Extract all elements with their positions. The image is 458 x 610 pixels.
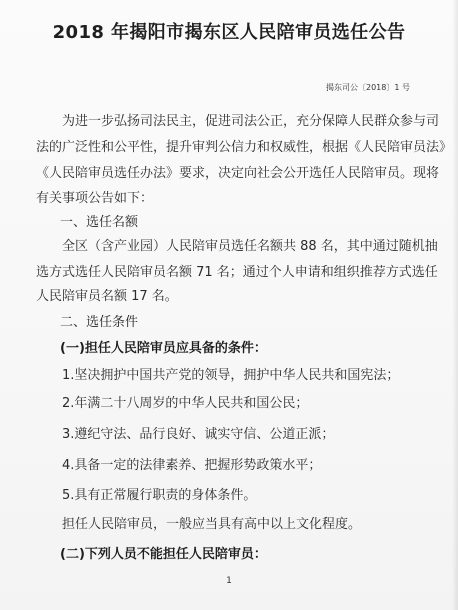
intro-line: 法的广泛性和公平性，提升审判公信力和权威性，根据《人民陪审员法》 xyxy=(36,140,453,155)
condition-item: 3.遵纪守法、品行良好、诚实守信、公道正派； xyxy=(62,427,335,442)
page-number: 1 xyxy=(226,576,232,586)
intro-line: 有关事项公告如下： xyxy=(36,191,154,206)
intro-line: 为进一步弘扬司法民主，促进司法公正，充分保障人民群众参与司 xyxy=(62,114,440,129)
section-line: 全区（含产业园）人民陪审员选任名额共 88 名，其中通过随机抽 xyxy=(62,239,438,254)
document-title: 2018 年揭阳市揭东区人民陪审员选任公告 xyxy=(52,22,406,43)
section-heading: 二、选任条件 xyxy=(60,315,139,330)
condition-item: 5.具有正常履行职责的身体条件。 xyxy=(62,488,257,503)
section-heading: 一、选任名额 xyxy=(60,215,139,230)
page-edge-shadow xyxy=(452,0,458,610)
education-requirement: 担任人民陪审员，一般应当具有高中以上文化程度。 xyxy=(62,517,362,532)
intro-line: 《人民陪审员选任办法》要求，决定向社会公开选任人民陪审员。现将 xyxy=(36,166,440,181)
section-line: 人民陪审员名额 17 名。 xyxy=(36,289,178,304)
condition-item: 2.年满二十八周岁的中华人民共和国公民； xyxy=(62,396,309,411)
condition-item: 4.具备一定的法律素养、把握形势政策水平； xyxy=(62,458,322,473)
document-number: 揭东司公〔2018〕1 号 xyxy=(326,83,410,92)
section-line: 选方式选任人民陪审员名额 71 名；通过个人申请和组织推荐方式选任 xyxy=(36,265,438,280)
subsection-heading: (一)担任人民陪审员应具备的条件： xyxy=(60,341,267,356)
condition-item: 1.坚决拥护中国共产党的领导，拥护中华人民共和国宪法； xyxy=(62,368,400,383)
subsection-heading: (二)下列人员不能担任人民陪审员： xyxy=(60,547,267,562)
